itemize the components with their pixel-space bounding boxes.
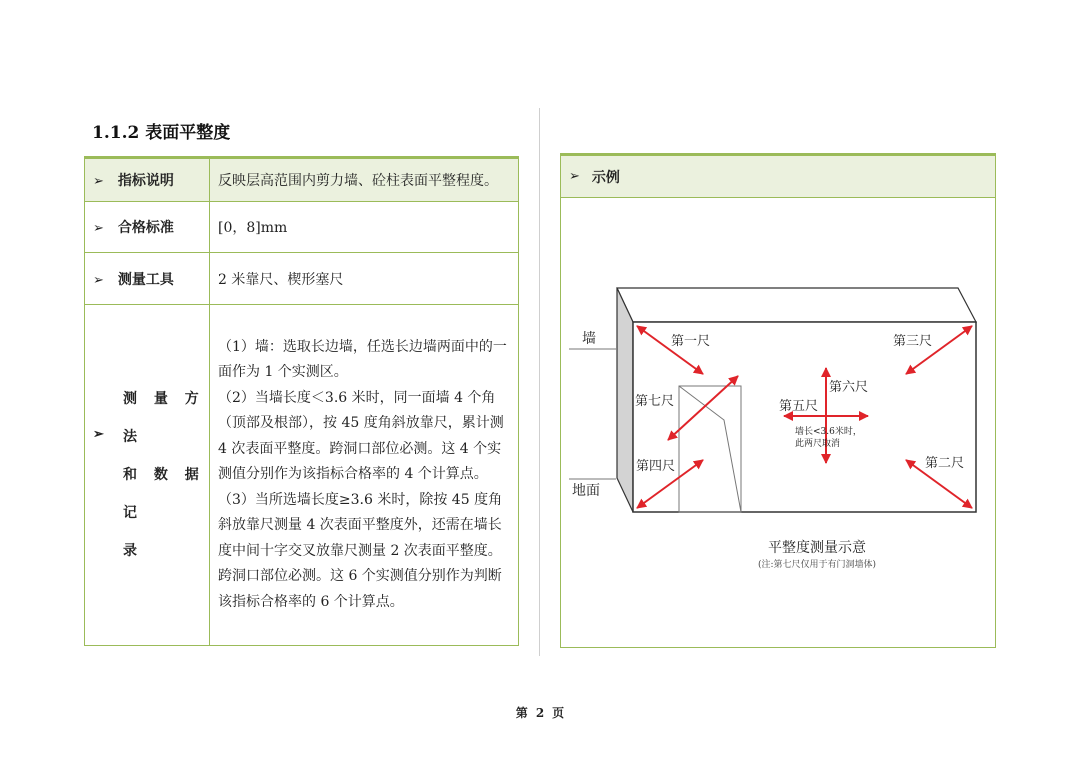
wall-top-face: [617, 288, 976, 322]
method-paragraph-3: （3）当所选墙长度≥3.6 米时，除按 45 度角斜放靠尺测量 4 次表面平整度外，还需在墙长度中间十字交叉放靠尺测量 2 次表面平整度。跨洞口部位必测。这 6 个实测值分别作为判断该指标合格率的 6 个计算点。: [218, 491, 503, 610]
page-footer: 第 2 页: [515, 706, 565, 720]
row-label-tool: ➢ 测量工具: [85, 253, 210, 305]
label-ruler-1: 第一尺: [671, 334, 711, 349]
bullet-arrow-icon: ➢: [569, 169, 580, 184]
label-ruler-7: 第七尺: [635, 394, 675, 409]
row-label-indicator: ➢ 指标说明: [85, 158, 210, 202]
bullet-arrow-icon: ➢: [93, 221, 104, 236]
wall-side-face: [617, 288, 633, 512]
method-paragraph-1: （1）墙：选取长边墙，任选长边墙两面中的一面作为 1 个实测区。: [218, 338, 507, 381]
row-label-standard: ➢ 合格标准: [85, 202, 210, 253]
page-number: 2: [535, 706, 545, 720]
diagram-caption-note: (注:第七尺仅用于有门洞墙体): [757, 560, 877, 570]
label-ruler-3: 第三尺: [893, 334, 933, 349]
label-ruler-2: 第二尺: [925, 456, 965, 471]
row-label-method: ➢ 测 量 方 法 和 数 据 记 录: [85, 305, 210, 646]
cancel-note-line-1: 墙长<3.6米时，: [795, 427, 862, 437]
label-ruler-5: 第五尺: [779, 399, 819, 414]
method-paragraph-2: （2）当墙长度＜3.6 米时，同一面墙 4 个角（顶部及根部），按 45 度角斜放靠尺，累计测 4 次表面平整度。跨洞口部位必测。这 4 个实测值分别作为该指标合格率的 4 个计算点。: [218, 389, 504, 483]
label-wall: 墙: [582, 331, 596, 347]
label-ground: 地面: [572, 483, 600, 499]
label-ruler-6: 第六尺: [829, 380, 869, 395]
section-title: 1.1.2 表面平整度: [92, 123, 231, 143]
diagram-caption: 平整度测量示意: [768, 540, 866, 556]
cancel-note-line-2: 此两尺取消: [795, 439, 841, 449]
row-value-tool: 2 米靠尺、楔形塞尺: [210, 253, 519, 305]
bullet-arrow-icon: ➢: [93, 427, 104, 442]
bullet-arrow-icon: ➢: [93, 272, 104, 288]
bullet-arrow-icon: ➢: [93, 174, 104, 189]
example-header: ➢ 示例: [561, 156, 995, 198]
label-ruler-4: 第四尺: [636, 459, 676, 474]
row-value-standard: [0，8]mm: [210, 202, 519, 253]
row-value-indicator: 反映层高范围内剪力墙、砼柱表面平整程度。: [210, 158, 519, 202]
